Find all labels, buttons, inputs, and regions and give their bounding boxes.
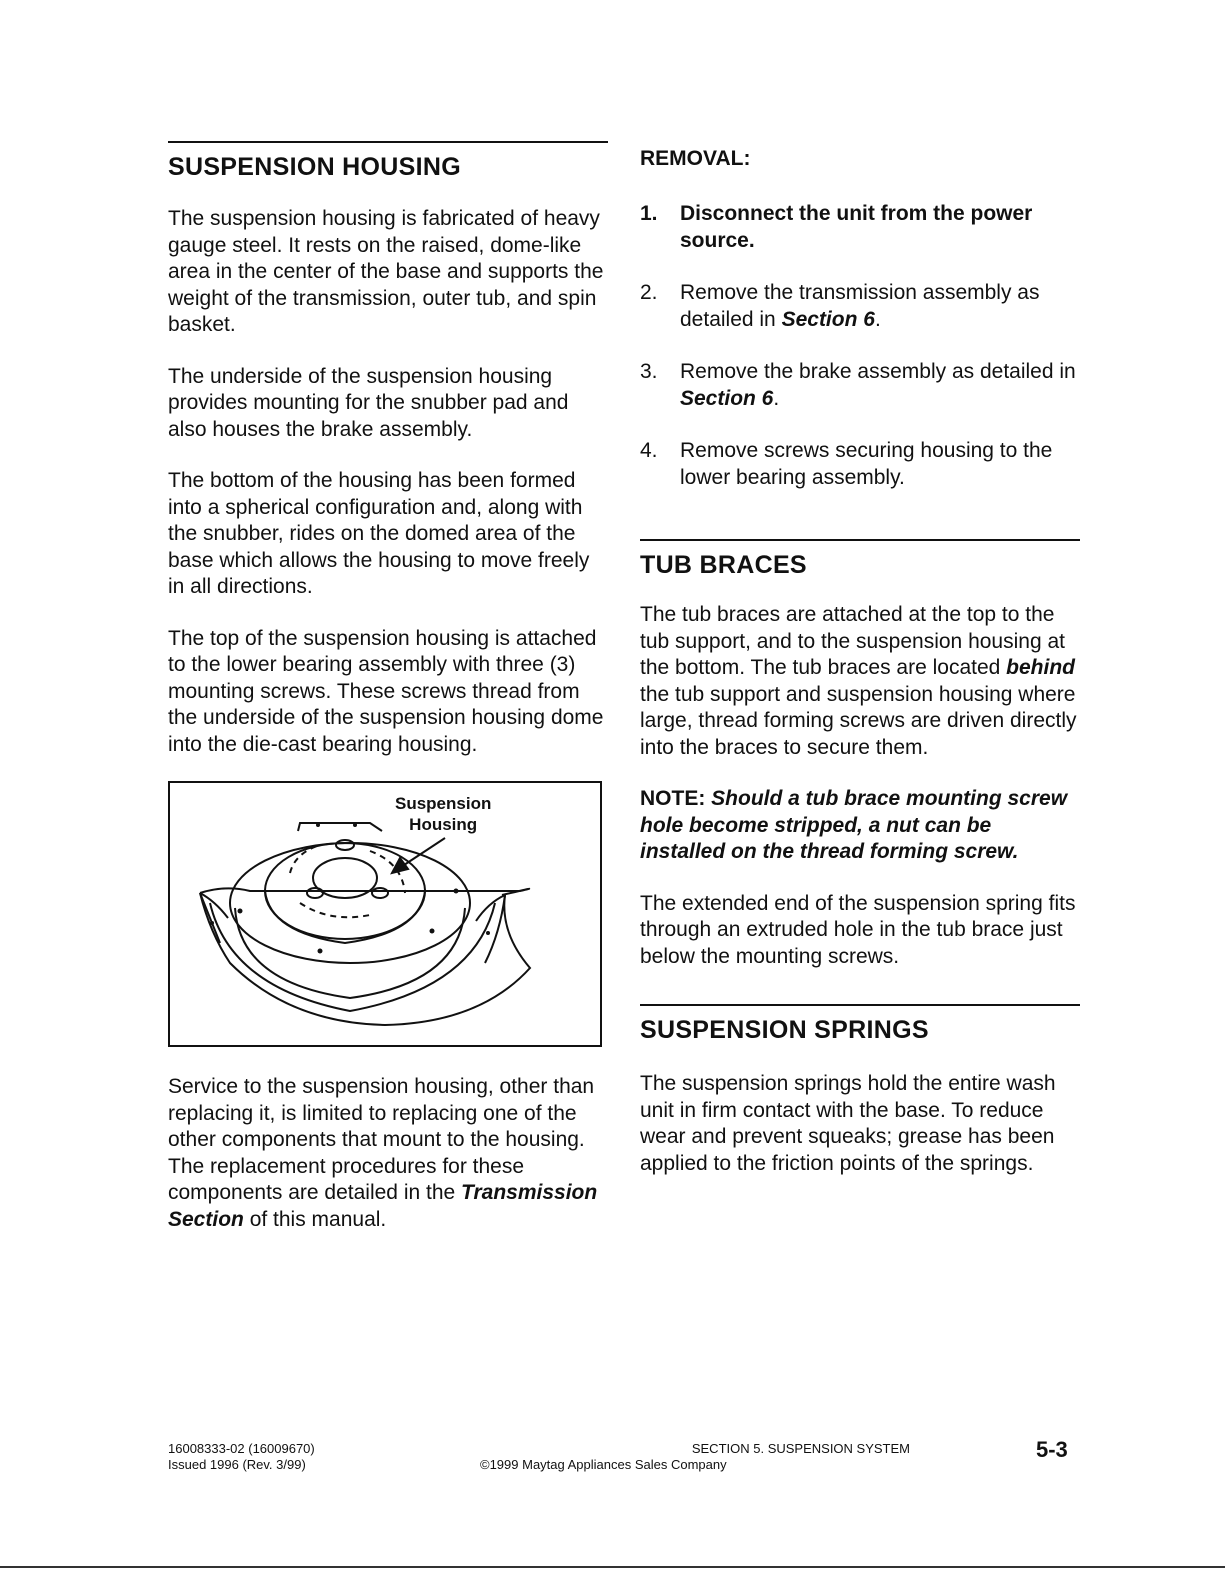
step-text: Remove screws securing housing to the lower bearing assembly.	[680, 439, 1053, 489]
paragraph-5-end: of this manual.	[243, 1207, 387, 1231]
step-text: Remove the brake assembly as detailed in	[680, 360, 1076, 383]
suspension-housing-figure	[168, 781, 602, 1047]
figure-label-line2: Housing	[409, 815, 478, 834]
note	[640, 786, 1080, 866]
doc-number: 16008333-02 (16009670)	[168, 1441, 315, 1456]
heading-rule	[640, 1004, 1080, 1006]
tub-braces-text: The tub braces are attached at the top to the tub support, and to the suspension housing at the bottom. The tub braces are located	[640, 603, 1065, 679]
footer-section-info	[480, 1441, 910, 1457]
page-bottom-edge	[0, 1566, 1225, 1568]
step-number: 1.	[640, 202, 658, 225]
step-2	[640, 280, 1080, 333]
step-number: 3.	[640, 360, 658, 383]
right-column	[640, 141, 1080, 1177]
step-1	[640, 201, 1080, 254]
step-text: Disconnect the unit from the power source.	[680, 202, 1033, 252]
suspension-springs-heading: SUSPENSION SPRINGS	[640, 1016, 929, 1044]
heading-rule	[168, 141, 608, 143]
figure-label-line1: Suspension	[395, 794, 492, 813]
paragraph-4: The top of the suspension housing is attached to the lower bearing assembly with three (3) mounting screws. These screws thread from the underside of the suspension housing dome into the die-cast bearing housing.	[168, 626, 604, 756]
section-6-reference: Section 6	[781, 307, 875, 331]
transmission-section-reference: Transmission Section	[168, 1181, 598, 1231]
page-number: 5-3	[1036, 1437, 1068, 1462]
left-column	[168, 141, 608, 1233]
paragraph-5-text: Service to the suspension housing, other than replacing it, is limited to replacing one of the other components that mount to the housing. The replacement procedures for these components are detailed in the	[168, 1075, 595, 1204]
behind-emphasis: behind	[1006, 656, 1075, 679]
step-number: 2.	[640, 281, 658, 304]
step-text: Remove the transmission assembly as detailed in	[680, 281, 1040, 331]
suspension-housing-heading: SUSPENSION HOUSING	[168, 153, 461, 181]
step-number: 4.	[640, 439, 658, 462]
issued-date: Issued 1996 (Rev. 3/99)	[168, 1457, 306, 1472]
tub-braces-paragraph-2: The extended end of the suspension spring fits through an extruded hole in the tub brace just below the mounting screws.	[640, 891, 1076, 968]
removal-steps	[640, 201, 1080, 491]
copyright: ©1999 Maytag Appliances Sales Company	[480, 1457, 727, 1472]
footer-doc-info	[168, 1441, 315, 1473]
heading-rule	[640, 539, 1080, 541]
note-label: NOTE:	[640, 787, 706, 810]
tub-braces-paragraph-1	[640, 602, 1080, 761]
paragraph-3: The bottom of the housing has been formed into a spherical configuration and, along with the snubber, rides on the domed area of the base which allows the housing to move freely in all directions.	[168, 469, 590, 598]
step-4	[640, 438, 1080, 491]
suspension-housing-drawing	[170, 783, 600, 1045]
removal-title: REMOVAL:	[640, 147, 751, 170]
suspension-springs-paragraph: The suspension springs hold the entire wash unit in firm contact with the base. To reduce wear and prevent squeaks; grease has been applied to the friction points of the springs.	[640, 1072, 1056, 1175]
step-text-end: .	[773, 386, 780, 410]
step-text-end: .	[874, 307, 881, 331]
paragraph-1: The suspension housing is fabricated of heavy gauge steel. It rests on the raised, dome-like area in the center of the base and supports the weight of the transmission, outer tub, and spin basket.	[168, 207, 604, 336]
step-3	[640, 359, 1080, 412]
section-6-reference: Section 6	[680, 386, 774, 410]
tub-braces-heading: TUB BRACES	[640, 551, 807, 579]
tub-braces-text-end: the tub support and suspension housing where large, thread forming screws are driven directly into the braces to secure them.	[640, 682, 1077, 759]
paragraph-2: The underside of the suspension housing provides mounting for the snubber pad and also houses the brake assembly.	[168, 364, 569, 441]
footer-copyright	[480, 1457, 727, 1473]
paragraph-5	[168, 1074, 608, 1233]
section-title: SECTION 5. SUSPENSION SYSTEM	[691, 1441, 910, 1456]
note-text: Should a tub brace mounting screw hole become stripped, a nut can be installed on the thread forming screw.	[640, 787, 1068, 863]
